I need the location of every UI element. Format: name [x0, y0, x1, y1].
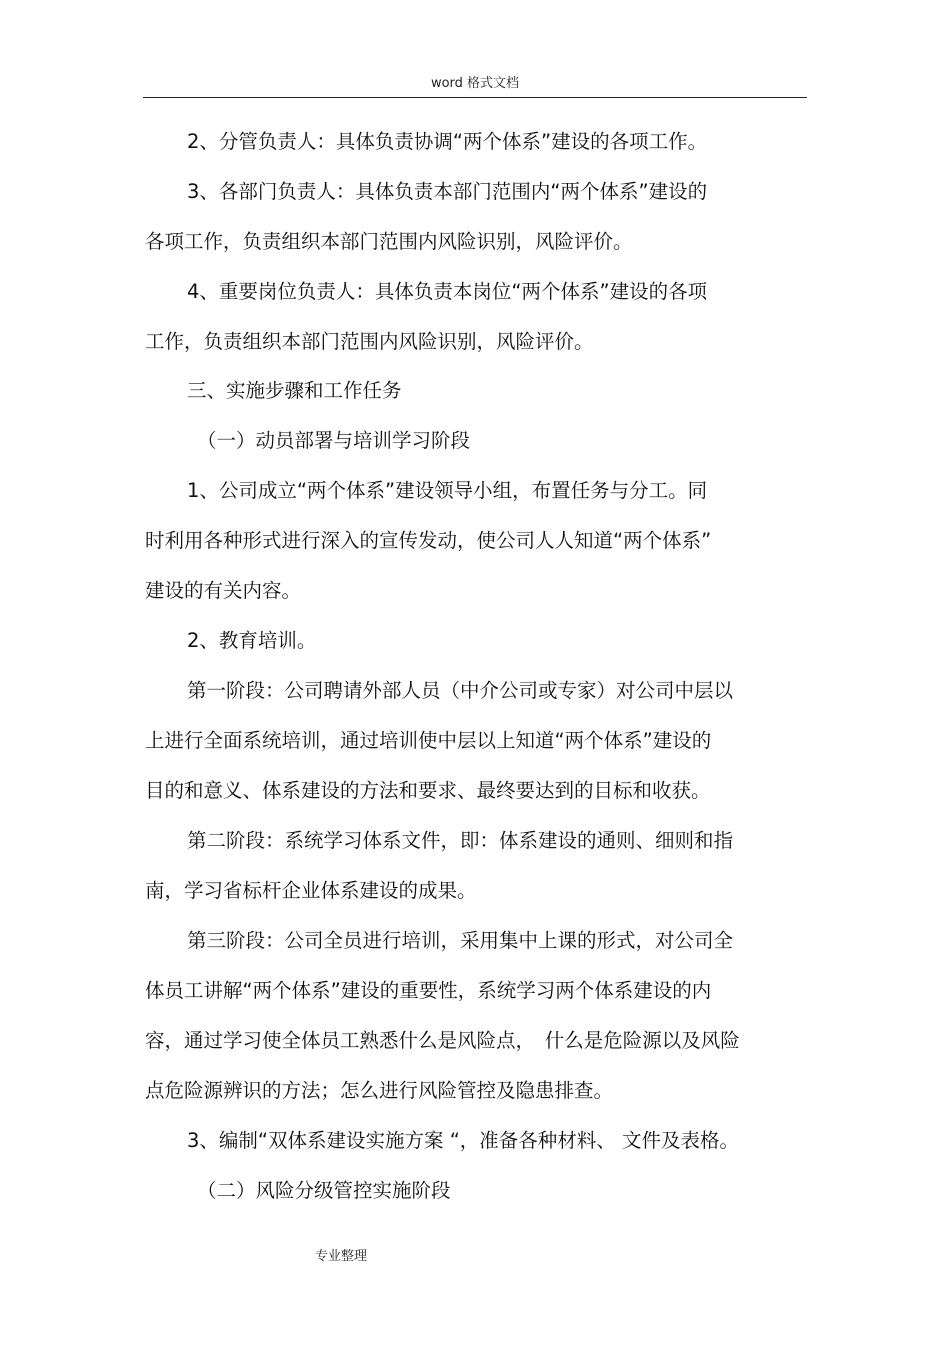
paragraph-line: 南，学习省标杆企业体系建设的成果。 [145, 879, 477, 902]
paragraph-line: 各项工作，负责组织本部门范围内风险识别，风险评价。 [145, 230, 633, 253]
page-header: word 格式文档 [430, 76, 520, 91]
paragraph-line: 第二阶段：系统学习体系文件，即：体系建设的通则、细则和指 [187, 829, 734, 852]
paragraph-line: 2、分管负责人：具体负责协调“两个体系”建设的各项工作。 [187, 130, 708, 153]
paragraph-line: 3、各部门负责人：具体负责本部门范围内“两个体系”建设的 [187, 180, 708, 203]
paragraph-line: 目的和意义、体系建设的方法和要求、最终要达到的目标和收获。 [145, 779, 711, 802]
section-heading: 三、实施步骤和工作任务 [187, 379, 402, 402]
header-divider [143, 97, 807, 98]
paragraph-line: 容，通过学习使全体员工熟悉什么是风险点， 什么是危险源以及风险 [145, 1029, 740, 1052]
paragraph-line: 上进行全面系统培训，通过培训使中层以上知道“两个体系”建设的 [145, 729, 712, 752]
paragraph-line: 1、公司成立“两个体系”建设领导小组，布置任务与分工。同 [187, 479, 708, 502]
paragraph-line: 4、重要岗位负责人：具体负责本岗位“两个体系”建设的各项 [187, 280, 708, 303]
paragraph-line: 2、教育培训。 [187, 629, 317, 652]
paragraph-line: 体员工讲解“两个体系”建设的重要性，系统学习两个体系建设的内 [145, 979, 712, 1002]
subsection-heading: （二）风险分级管控实施阶段 [197, 1179, 451, 1202]
paragraph-line: 第三阶段：公司全员进行培训，采用集中上课的形式，对公司全 [187, 929, 734, 952]
subsection-heading: （一）动员部署与培训学习阶段 [197, 429, 471, 452]
paragraph-line: 第一阶段：公司聘请外部人员（中介公司或专家）对公司中层以 [187, 679, 734, 702]
paragraph-line: 点危险源辨识的方法；怎么进行风险管控及隐患排查。 [145, 1079, 614, 1102]
paragraph-line: 3、编制“双体系建设实施方案 “，准备各种材料、 文件及表格。 [187, 1129, 740, 1152]
paragraph-line: 工作，负责组织本部门范围内风险识别，风险评价。 [145, 330, 594, 353]
paragraph-line: 建设的有关内容。 [145, 579, 302, 602]
page-footer: 专业整理 [315, 1249, 368, 1264]
paragraph-line: 时利用各种形式进行深入的宣传发动，使公司人人知道“两个体系” [145, 529, 712, 552]
